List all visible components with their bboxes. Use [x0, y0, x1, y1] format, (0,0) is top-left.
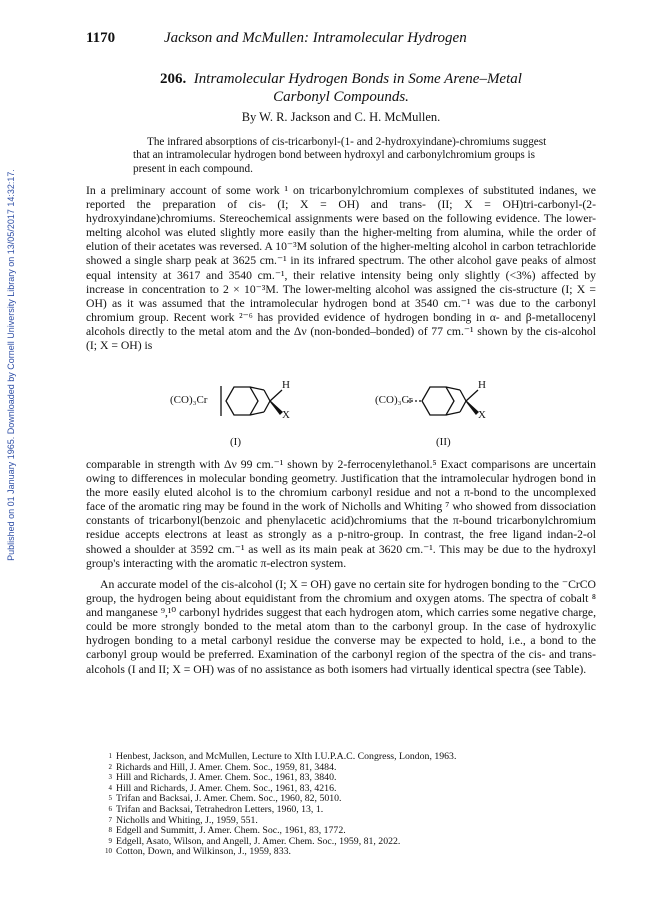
reference-text: Trifan and Backsai, Tetrahedron Letters, 1960, 13, 1.	[116, 803, 324, 815]
paragraph-3-text: An accurate model of the cis-alcohol (I; X = OH) gave no certain site for hydrogen bonding to the ⁻CrCO group, the hydrogen being about equidistant from the chromium and oxygen atoms. The spectra of cobalt ⁸ and manganese ⁹,¹⁰ carbonyl hydrides suggest that each hydrogen atom, which carries some negative charge, could be more strongly bonded to the metal atom than to the carbonyl group. In the case of hydroxylic hydrogen bonding to a metal carbonyl residue the converse may be expected to hold, i.e., a bond to the carbonyl group would be preferred. Examination of the carbonyl region of the spectra of the cis- and trans-alcohols (I and II; X = OH) was of no assistance as both isomers had virtually identical spectra (see Table).	[86, 578, 596, 676]
article-number: 206.	[160, 71, 187, 87]
reference-number: 1	[108, 752, 112, 760]
title-line-2: Carbonyl Compounds.	[273, 89, 409, 105]
paragraph-2	[86, 458, 596, 571]
reference-text: Richards and Hill, J. Amer. Chem. Soc., 1959, 81, 3484.	[116, 761, 337, 773]
structure-I-h: H	[282, 379, 290, 391]
structure-II-label: (II)	[436, 436, 451, 448]
structure-I-metal: (CO)₃Cr	[170, 394, 208, 406]
paragraph-1	[86, 184, 596, 353]
authors: By W. R. Jackson and C. H. McMullen.	[241, 110, 441, 124]
structure-figure	[170, 376, 530, 451]
reference-text: Hill and Richards, J. Amer. Chem. Soc., 1961, 83, 4216.	[116, 782, 337, 794]
reference-text: Nicholls and Whiting, J., 1959, 551.	[116, 814, 258, 826]
running-title: Jackson and McMullen: Intramolecular Hydrogen	[164, 30, 467, 46]
reference-item	[104, 847, 594, 858]
reference-number: 3	[108, 773, 112, 782]
abstract	[133, 136, 553, 176]
reference-text: Cotton, Down, and Wilkinson, J., 1959, 833.	[116, 846, 291, 858]
abstract-text: The infrared absorptions of cis-tricarbonyl-(1- and 2-hydroxyindane)-chromiums suggest that an intramolecular hydrogen bond between hydroxyl and carbonylchromium groups is present in each compound.	[133, 136, 547, 175]
paragraph-3	[86, 578, 596, 677]
structure-II	[407, 387, 478, 415]
indane-structures-svg	[170, 376, 530, 436]
reference-number: 8	[108, 826, 112, 835]
reference-number: 5	[108, 794, 112, 803]
structure-I-x: X	[282, 409, 290, 421]
reference-number: 10	[105, 847, 112, 856]
reference-text: Henbest, Jackson, and McMullen, Lecture to XIth I.U.P.A.C. Congress, London, 1963.	[116, 751, 457, 762]
structure-I	[221, 386, 282, 416]
reference-number: 7	[108, 815, 112, 824]
article-title	[86, 70, 596, 106]
reference-text: Trifan and Backsai, J. Amer. Chem. Soc., 1960, 82, 5010.	[116, 793, 342, 805]
structure-II-x: X	[478, 409, 486, 421]
structure-II-h: H	[478, 379, 486, 391]
download-stamp	[0, 130, 22, 600]
running-head	[86, 30, 616, 50]
page-number: 1170	[86, 30, 116, 46]
reference-text: Edgell, Asato, Wilson, and Angell, J. Amer. Chem. Soc., 1959, 81, 2022.	[116, 835, 401, 847]
reference-number: 6	[108, 804, 112, 813]
reference-number: 9	[108, 836, 112, 845]
structure-II-metal: (CO)₃Cr	[375, 394, 413, 406]
paragraph-2-text: comparable in strength with Δν 99 cm.⁻¹ shown by 2-ferrocenylethanol.⁵ Exact comparisons are uncertain owing to differences in molecular bonding geometry. Justification that the intramolecular hydrogen bond in the more easily eluted alcohol is to the chromium carbonyl residue and not a π-bond to the uncomplexed face of the aromatic ring may be found in the work of Nicholls and Whiting ⁷ who showed from dissociation constants of tricarbonyl(benzoic and phenylacetic acid)chromiums that the π-bound tricarbonylchromium residue accepts electrons at least as strongly as a p-nitro-group. In contrast, the free ligand indan-2-ol showed a shoulder at 3592 cm.⁻¹ as well as its main peak at 3620 cm.⁻¹. This may be due to the hydroxyl group's interacting with the aromatic π-electron system.	[86, 458, 596, 570]
paragraph-1-text: In a preliminary account of some work ¹ on tricarbonylchromium complexes of substituted indanes, we reported the preparation of cis- (I; X = OH) and trans- (II; X = OH)tri-carbonyl-(2-hydroxyindane)chromiums. Stereochemical assignments were based on the following evidence. The lower-melting alcohol was eluted slightly more easily than the higher-melting from alumina, while the order of elution of their acetates was reversed. A 10⁻³M solution of the higher-melting alcohol in carbon tetrachloride showed a single sharp peak at 3625 cm.⁻¹ in its infrared spectrum. The other alcohol gave peaks of almost equal intensity at 3617 and 3540 cm.⁻¹, their relative intensity being only slightly (<3%) affected by increase in concentration to 2 × 10⁻³M. The lower-melting alcohol was assigned the cis-structure (I; X = OH) as it was assumed that the intramolecular hydrogen bond at 3540 cm.⁻¹ was due to the carbonyl chromium group. Recent work ²⁻⁶ has provided evidence of hydrogen bonding in α- and β-metallocenyl alcohols directly to the metal atom and the Δν (non-bonded–bonded) of 77 cm.⁻¹ shown by the cis-alcohol (I; X = OH) is	[86, 184, 596, 353]
structure-I-label: (I)	[230, 436, 241, 448]
download-stamp-text: Published on 01 January 1965. Downloaded by Cornell University Library on 13/05/2017 14:32:17.	[6, 169, 16, 561]
title-line-1: Intramolecular Hydrogen Bonds in Some Arene–Metal	[193, 71, 522, 87]
reference-list	[104, 752, 594, 858]
reference-number: 4	[108, 783, 112, 792]
reference-text: Hill and Richards, J. Amer. Chem. Soc., 1961, 83, 3840.	[116, 772, 337, 784]
reference-number: 2	[108, 762, 112, 771]
reference-text: Edgell and Summitt, J. Amer. Chem. Soc., 1961, 83, 1772.	[116, 825, 346, 837]
